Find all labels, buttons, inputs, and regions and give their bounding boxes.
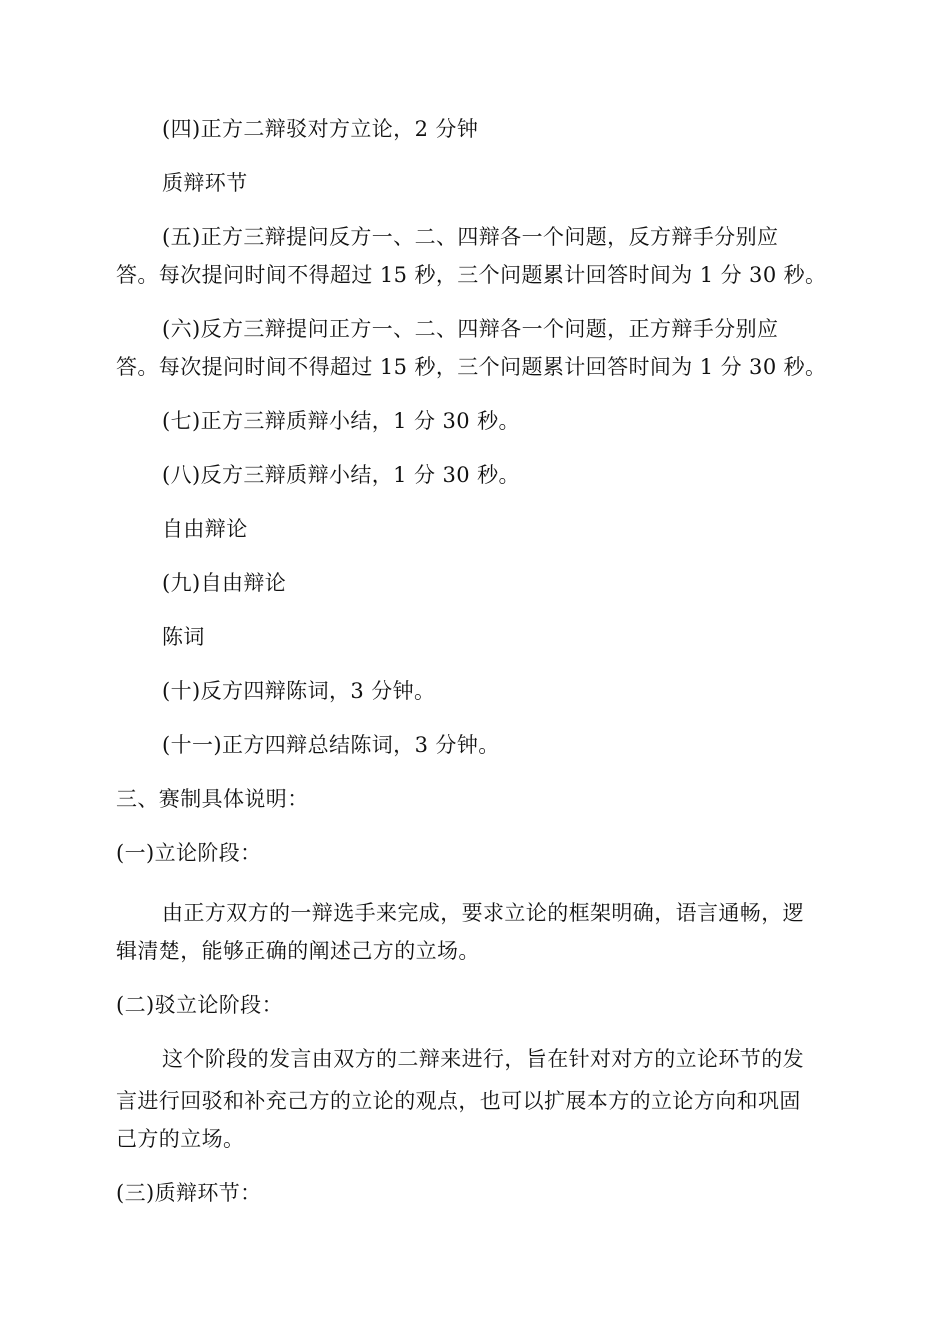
item-4-line: (四)正方二辩驳对方立论，2 分钟	[162, 117, 479, 141]
subsection-heading-3: (三)质辩环节：	[116, 1181, 262, 1205]
item-11-line: (十一)正方四辩总结陈词，3 分钟。	[162, 733, 500, 757]
section-heading-free-debate: 自由辩论	[162, 517, 248, 541]
subsection-heading-2: (二)驳立论阶段：	[116, 993, 283, 1017]
item-5-line-1: (五)正方三辩提问反方一、二、四辩各一个问题，反方辩手分别应	[162, 225, 779, 249]
item-9-line: (九)自由辩论	[162, 571, 287, 595]
section-heading-closing: 陈词	[162, 625, 205, 649]
paragraph-2-line-3: 己方的立场。	[116, 1127, 245, 1151]
chapter-heading-rules: 三、赛制具体说明：	[116, 787, 309, 811]
item-6-line-2: 答。每次提问时间不得超过 15 秒，三个问题累计回答时间为 1 分 30 秒。	[116, 355, 827, 379]
item-7-line: (七)正方三辩质辩小结，1 分 30 秒。	[162, 409, 520, 433]
paragraph-2-line-2: 言进行回驳和补充己方的立论的观点，也可以扩展本方的立论方向和巩固	[116, 1089, 801, 1113]
paragraph-1-line-1: 由正方双方的一辩选手来完成，要求立论的框架明确，语言通畅，逻	[162, 901, 804, 925]
item-6-line-1: (六)反方三辩提问正方一、二、四辩各一个问题，正方辩手分别应	[162, 317, 779, 341]
subsection-heading-1: (一)立论阶段：	[116, 841, 262, 865]
item-8-line: (八)反方三辩质辩小结，1 分 30 秒。	[162, 463, 520, 487]
paragraph-2-line-1: 这个阶段的发言由双方的二辩来进行，旨在针对对方的立论环节的发	[162, 1047, 804, 1071]
section-heading-cross-exam: 质辩环节	[162, 171, 248, 195]
item-10-line: (十)反方四辩陈词，3 分钟。	[162, 679, 436, 703]
item-5-line-2: 答。每次提问时间不得超过 15 秒，三个问题累计回答时间为 1 分 30 秒。	[116, 263, 827, 287]
paragraph-1-line-2: 辑清楚，能够正确的阐述己方的立场。	[116, 939, 480, 963]
